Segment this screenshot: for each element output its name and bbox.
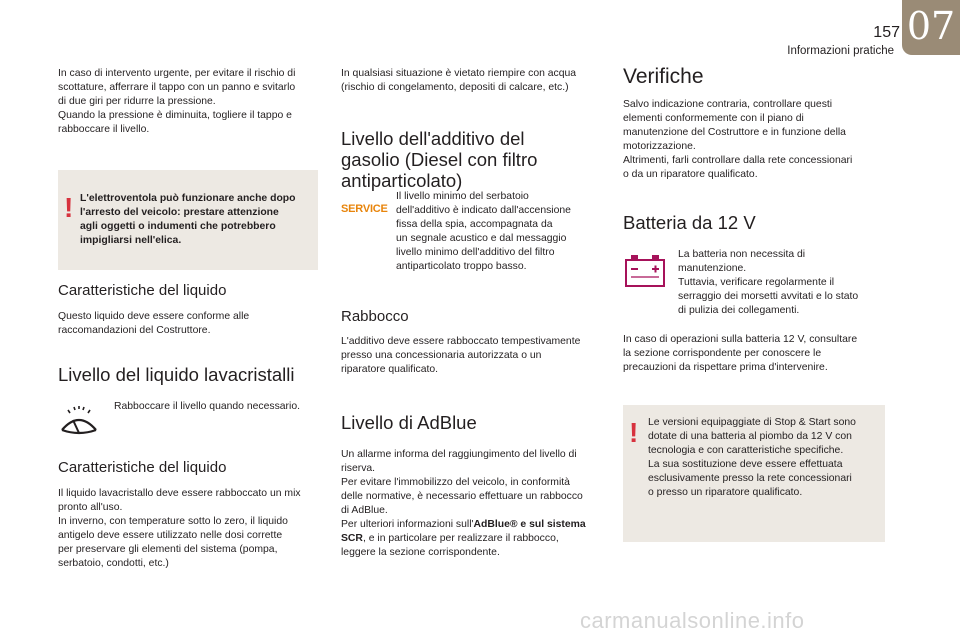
refill-heading: Rabbocco: [341, 308, 409, 325]
adblue-text: [341, 448, 611, 560]
warning-exclamation-icon: !: [64, 192, 74, 223]
section-title: Informazioni pratiche: [787, 45, 894, 57]
washer-text: Rabboccare il livello quando necessario.: [114, 401, 300, 412]
char2-heading: Caratteristiche del liquido: [58, 459, 227, 476]
stop-start-warning-box: [623, 405, 885, 542]
battery-heading: Batteria da 12 V: [623, 212, 756, 233]
col1-intro: In caso di intervento urgente, per evitare il rischio di scottature, afferrare il tappo con un panno e svitarlo di due giri per ridurre la pressione. Quando la pressione è diminuita, togliere il tappo e rabboccare il livello.: [58, 68, 296, 135]
additive-text: Il livello minimo del serbatoio dell'additivo è indicato dall'accensione fissa della spia, accompagnata da un segnale acustico e dal messaggio livello minimo dell'additivo del filtro antiparticolato troppo basso.: [396, 191, 571, 272]
additive-heading: Livello dell'additivo del gasolio (Diesel con filtro antiparticolato): [341, 128, 538, 191]
col2-intro: In qualsiasi situazione è vietato riempire con acqua (rischio di congelamento, depositi di calcare, etc.): [341, 68, 577, 93]
checks-heading: Verifiche: [623, 65, 704, 88]
char1-text: Questo liquido deve essere conforme alle raccomandazioni del Costruttore.: [58, 311, 250, 336]
service-label: SERVICE: [341, 203, 388, 215]
chapter-tab: [902, 0, 960, 55]
battery-note: In caso di operazioni sulla batteria 12 V, consultare la sezione corrispondente per conoscere le precauzioni da rispettare prima d'intervenire.: [623, 334, 858, 373]
page-number: 157: [873, 24, 900, 41]
battery-text: La batteria non necessita di manutenzione. Tuttavia, verificare regolarmente il serraggio dei morsetti avvitati e lo stato di pulizia dei collegamenti.: [678, 249, 859, 316]
char1-heading: Caratteristiche del liquido: [58, 282, 227, 299]
stop-start-warning-text: Le versioni equipaggiate di Stop & Start sono dotate di una batteria al piombo da 12 V con tecnologia e con caratteristiche specifiche. La sua sostituzione deve essere effettuata esclusivamente presso la rete concessionari o presso un riparatore qualificato.: [648, 417, 856, 498]
windscreen-washer-icon: [58, 400, 100, 442]
chapter-number: 07: [906, 4, 956, 48]
adblue-text-bold: AdBlue® e sul sistema SCR: [341, 519, 586, 544]
service-warning-icon: [341, 203, 388, 223]
checks-text: Salvo indicazione contraria, controllare questi elementi conformemente con il piano di manutenzione del Costruttore e in funzione della motorizzazione. Altrimenti, farli controllare dalla rete concessionari o da un riparatore qualificato.: [623, 99, 853, 180]
watermark: carmanualsonline.info: [580, 608, 805, 633]
char2-text: Il liquido lavacristallo deve essere rabboccato un mix pronto all'uso. In inverno, con temperature sotto lo zero, il liquido antigelo deve essere utilizzato nelle dosi corrette per preservare gli elementi del sistema (pompa, serbatoio, condotti, etc.): [58, 488, 301, 569]
adblue-text-main: Un allarme informa del raggiungimento del livello di riserva. Per evitare l'immobilizzo del veicolo, in conformità delle normative, è necessario effettuare un rabbocco di AdBlue. Per ulteriori informazioni sull': [341, 449, 583, 530]
adblue-heading: Livello di AdBlue: [341, 412, 477, 433]
fan-warning-text: L'elettroventola può funzionare anche dopo l'arresto del veicolo: prestare attenzione agli oggetti o indumenti che potrebbero impigliarsi nell'elica.: [80, 193, 296, 246]
adblue-text-tail: , e in particolare per realizzare il rabbocco, leggere la sezione corrispondente.: [341, 533, 559, 558]
battery-icon: [623, 250, 667, 294]
warning-exclamation-icon: !: [629, 417, 639, 448]
fan-warning-box: [58, 170, 318, 270]
washer-heading: Livello del liquido lavacristalli: [58, 364, 295, 385]
refill-text: L'additivo deve essere rabboccato tempestivamente presso una concessionaria autorizzata o un riparatore qualificato.: [341, 336, 581, 375]
